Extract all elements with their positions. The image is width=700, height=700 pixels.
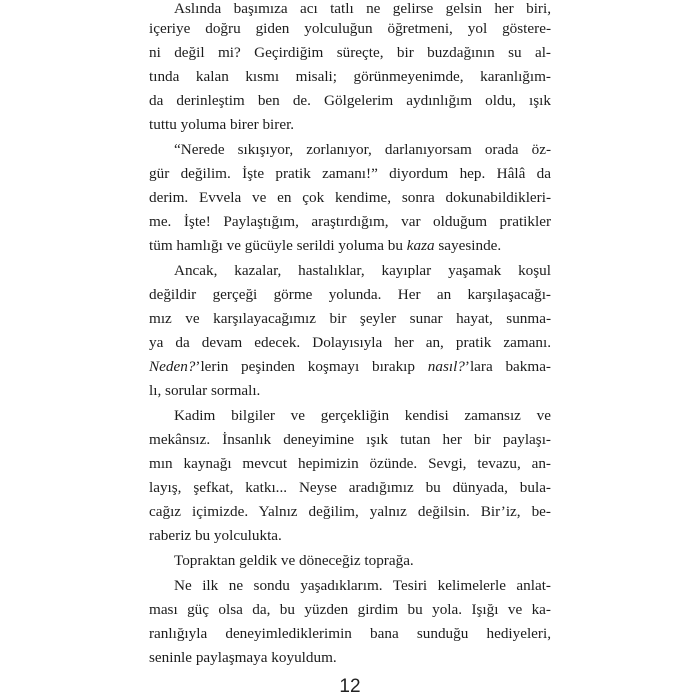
text-line: me. İşte! Paylaştığım, araştırdığım, var olduğum pratikler	[149, 213, 551, 230]
text-line: tuttu yoluma birer birer.	[149, 116, 295, 133]
text-line: mın kaynağı mevcut hepimizin özünde. Sevgi, tevazu, an-	[149, 455, 551, 472]
page-number: 12	[339, 676, 361, 697]
text-line: değildir gerçeği görme yolunda. Her an karşılaşacağı-	[149, 286, 551, 303]
italic-word: Neden?	[149, 358, 196, 375]
text-line: gür değilim. İşte pratik zamanı!” diyordum hep. Hâlâ da	[149, 165, 551, 182]
text-line: ması güç olsa da, bu yüzden girdim bu yola. Işığı ve ka-	[149, 601, 551, 618]
text-line: seninle paylaşmaya koyuldum.	[149, 649, 337, 666]
text-line: Neden?’lerin peşinden koşmayı bırakıp nasıl?’lara bakma-	[149, 358, 551, 375]
text-line: tüm hamlığı ve gücüyle serildi yoluma bu kaza sayesinde.	[149, 237, 502, 254]
text-line: layış, şefkat, katkı... Neyse aradığımız bu dünyada, bula-	[149, 479, 551, 496]
text-line: içeriye doğru giden yolculuğun öğretmeni, yol göstere-	[149, 20, 551, 37]
text-line: da derinleştim ben de. Gölgelerim aydınlığım oldu, ışık	[149, 92, 551, 109]
text-line: Kadim bilgiler ve gerçekliğin kendisi zamansız ve	[174, 407, 551, 424]
text-line: Topraktan geldik ve döneceğiz toprağa.	[174, 552, 414, 569]
text-line: “Nerede sıkışıyor, zorlanıyor, darlanıyorsam orada öz-	[174, 141, 551, 158]
text-line: mekânsız. İnsanlık deneyimine ışık tutan her bir paylaşı-	[149, 431, 551, 448]
italic-word: nasıl?	[427, 358, 465, 375]
text-line: Aslında başımıza acı tatlı ne gelirse gelsin her biri,	[174, 0, 551, 17]
text-line: raberiz bu yolculukta.	[149, 527, 282, 544]
text-line: cağız içimizde. Yalnız değilim, yalnız değilsin. Bir’iz, be-	[149, 503, 551, 520]
text-line: ya da devam edecek. Dolayısıyla her an, pratik zamanı.	[149, 334, 551, 351]
text-line: Ancak, kazalar, hastalıklar, kayıplar yaşamak koşul	[174, 262, 551, 279]
text-line: mız ve karşılayacağımız bir şeyler sunar hayat, sunma-	[149, 310, 551, 327]
text-line: ranlığıyla deneyimlediklerimin bana sunduğu hediyeleri,	[149, 625, 551, 642]
italic-word: kaza	[406, 237, 435, 254]
text-line: derim. Evvela ve en çok kendime, sonra dokunabildikleri-	[149, 189, 551, 206]
text-line: Ne ilk ne sondu yaşadıklarım. Tesiri kelimelerle anlat-	[174, 577, 551, 594]
text-line: ni değil mi? Geçirdiğim süreçte, bir buzdağının su al-	[149, 44, 551, 61]
text-line: tında kalan kısmı misali; görünmeyenimde, karanlığım-	[149, 68, 551, 85]
text-line: lı, sorular sormalı.	[149, 382, 261, 399]
